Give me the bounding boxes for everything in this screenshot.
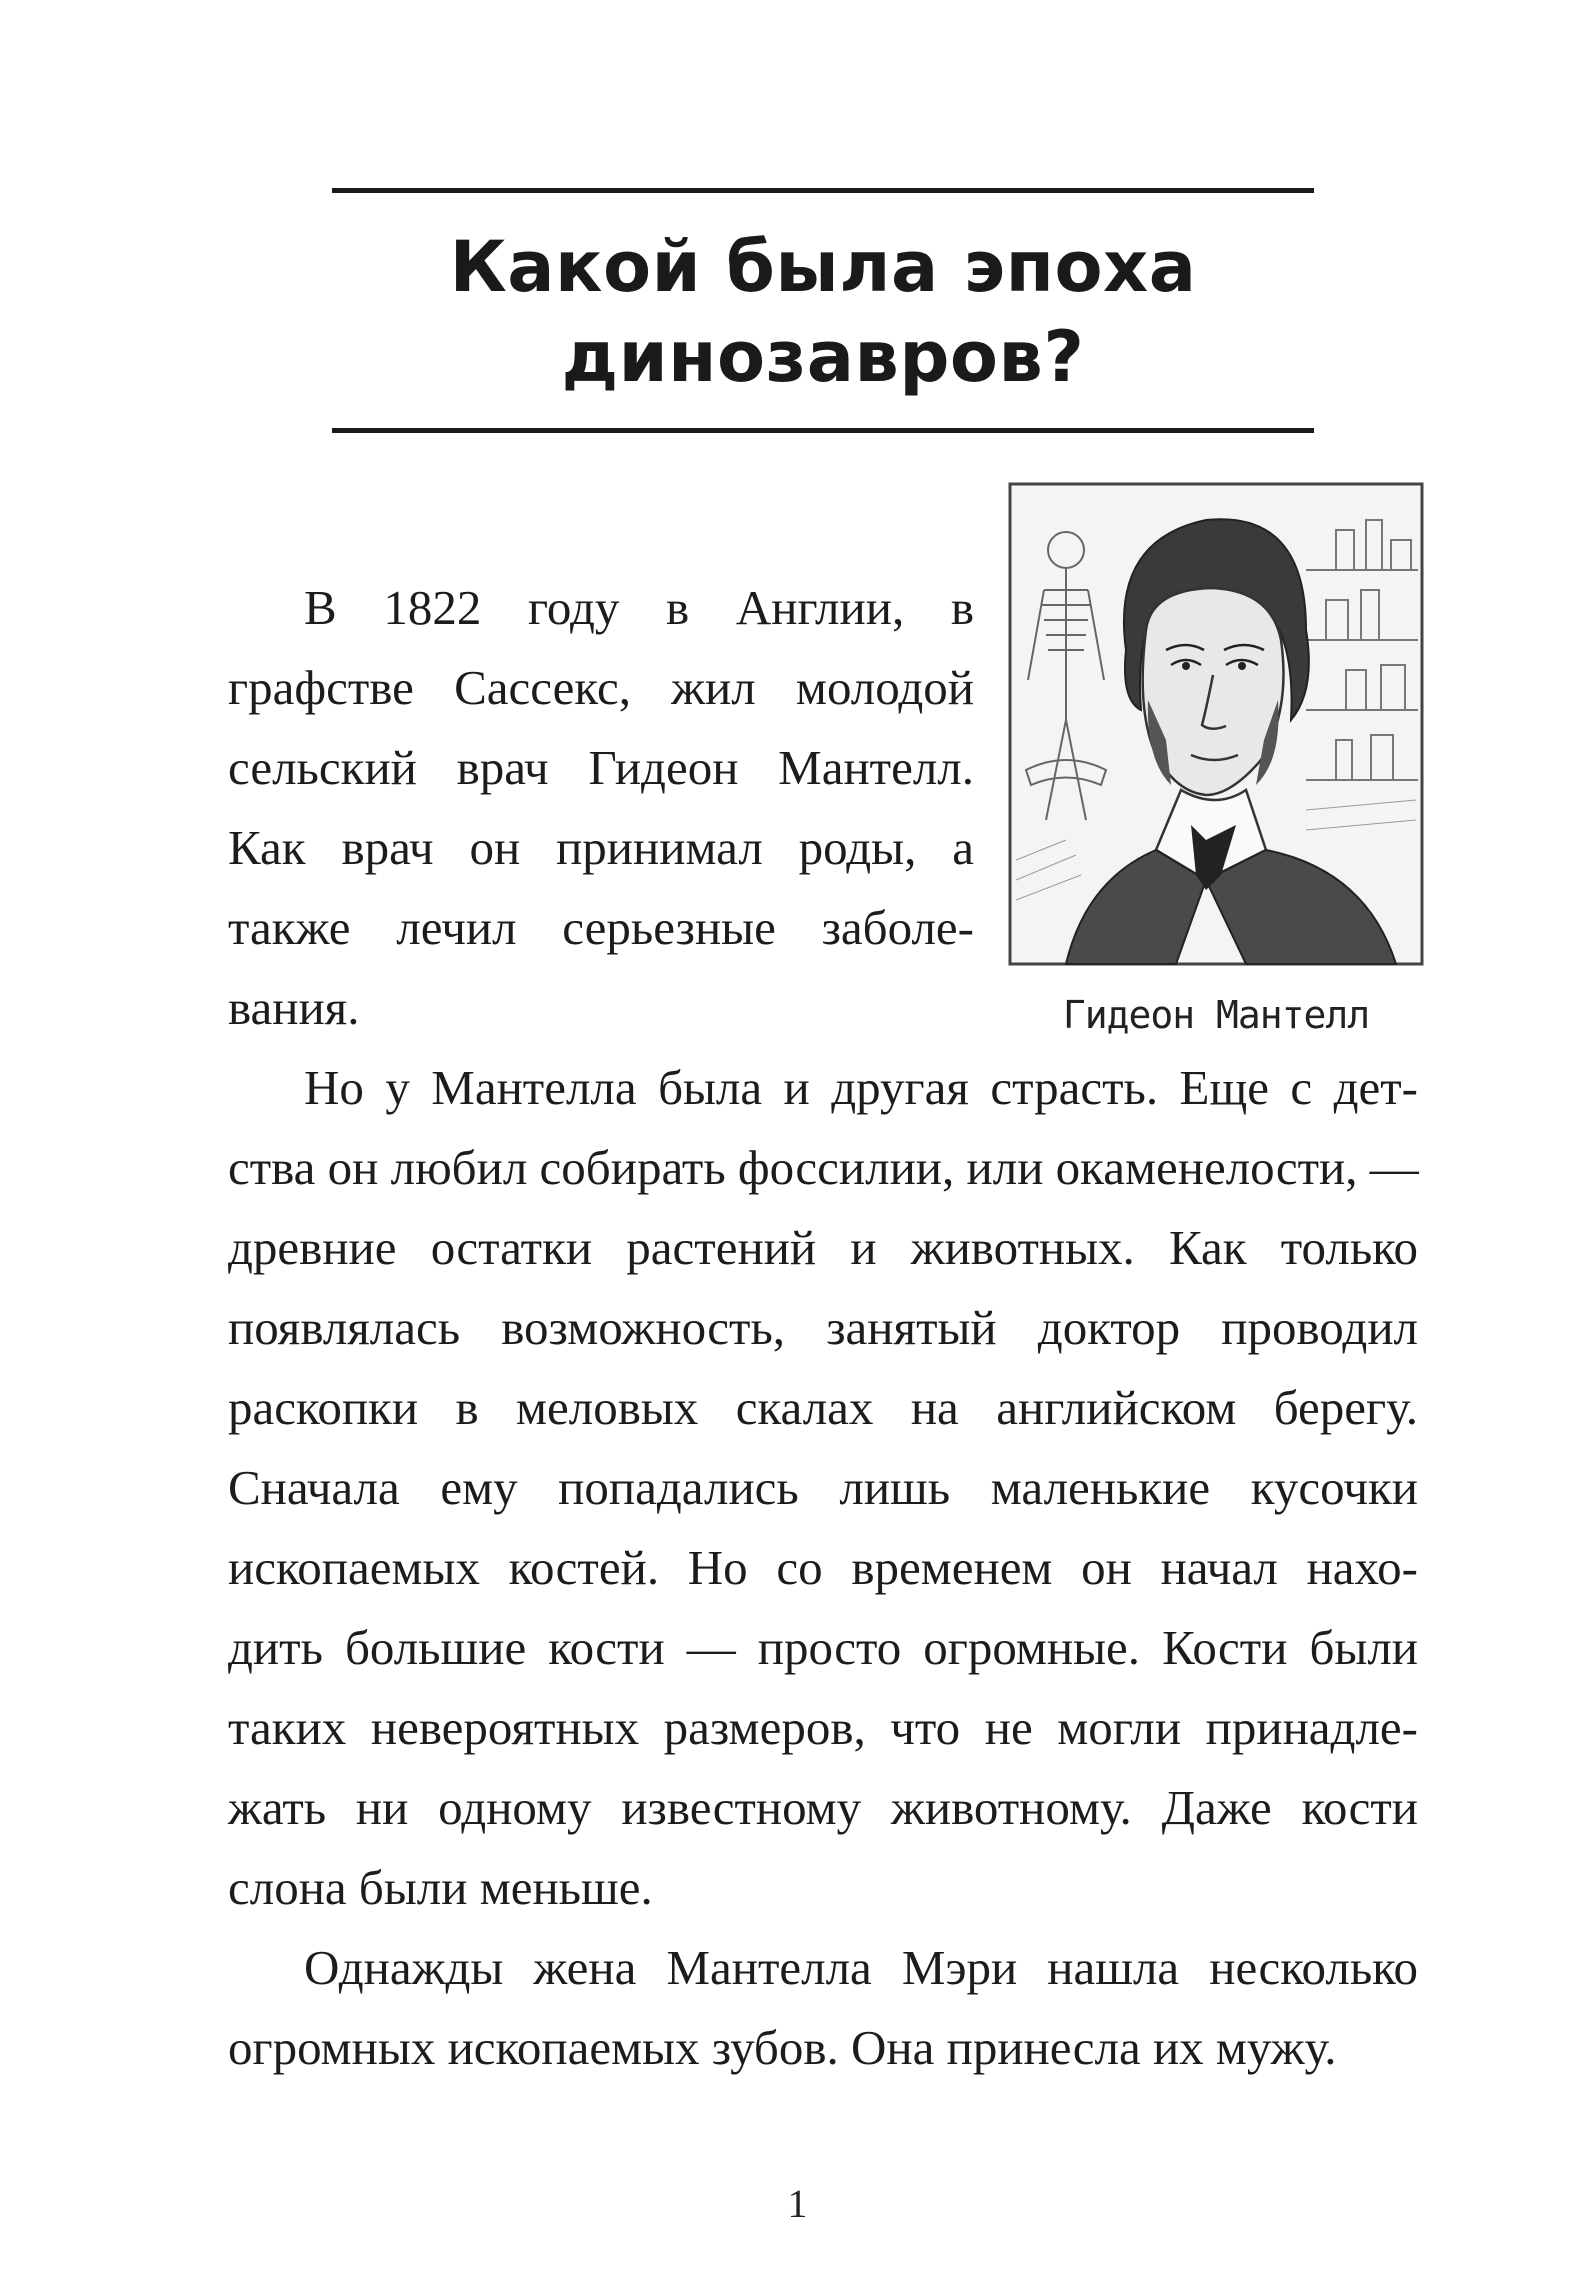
text-line: появлялась возможность, занятый доктор проводил: [228, 1300, 1418, 1355]
text-line: Однажды жена Мантелла Мэри нашла несколько: [304, 1940, 1418, 1995]
chapter-title-line-1: Какой была эпоха: [449, 226, 1197, 308]
text-line: дить большие кости — просто огромные. Кости были: [228, 1620, 1418, 1675]
text-line: таких невероятных размеров, что не могли принадле-: [228, 1700, 1418, 1755]
portrait-caption: Гидеон Мантелл: [1062, 993, 1370, 1037]
text-line: графстве Сассекс, жил молодой: [228, 660, 974, 715]
page-number: 1: [787, 2181, 808, 2226]
title-bottom-rule: [332, 428, 1314, 433]
chapter-title: [332, 222, 1314, 402]
text-line: ства он любил собирать фоссилии, или окаменелости, —: [228, 1140, 1419, 1195]
main-text: [228, 1048, 1418, 2088]
portrait-illustration: [1006, 480, 1426, 968]
text-line: огромных ископаемых зубов. Она принесла их мужу.: [228, 2020, 1337, 2075]
text-line: раскопки в меловых скалах на английском берегу.: [228, 1380, 1418, 1435]
intro-paragraph: [228, 568, 974, 1048]
text-line: слона были меньше.: [228, 1860, 653, 1915]
text-line: В 1822 году в Англии, в: [304, 580, 974, 635]
text-line: ископаемых костей. Но со временем он начал нахо-: [228, 1540, 1418, 1595]
text-line: также лечил серьезные заболе-: [228, 900, 974, 955]
text-line: Но у Мантелла была и другая страсть. Еще с дет-: [304, 1060, 1418, 1115]
text-line: Как врач он принимал роды, а: [228, 820, 974, 875]
text-line: древние остатки растений и животных. Как только: [228, 1220, 1418, 1275]
text-line: жать ни одному известному животному. Даже кости: [228, 1780, 1418, 1835]
chapter-title-line-2: динозавров?: [561, 316, 1085, 398]
text-line: сельский врач Гидеон Мантелл.: [228, 740, 974, 795]
text-line: Сначала ему попадались лишь маленькие кусочки: [228, 1460, 1418, 1515]
text-line: вания.: [228, 980, 360, 1035]
title-top-rule: [332, 188, 1314, 193]
